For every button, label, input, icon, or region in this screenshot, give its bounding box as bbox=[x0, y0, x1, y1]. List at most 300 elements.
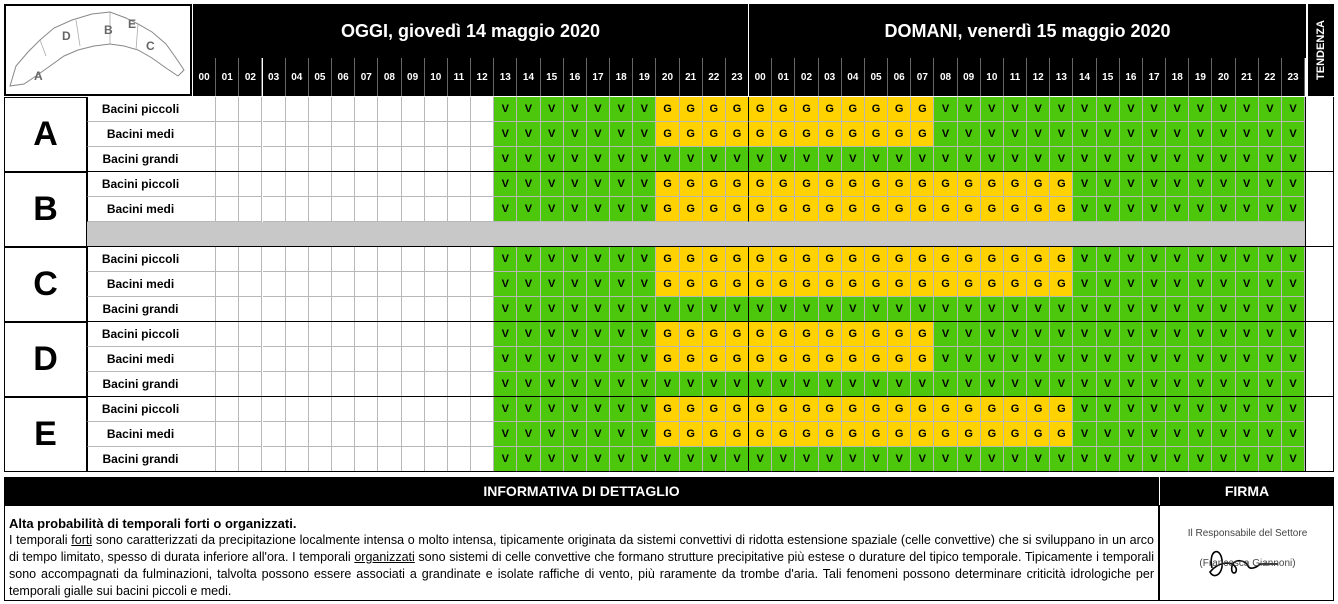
forecast-cell: V bbox=[1236, 97, 1259, 122]
hour-tomorrow-17: 17 bbox=[1143, 58, 1166, 96]
forecast-cell: G bbox=[842, 172, 865, 197]
forecast-cell bbox=[239, 147, 262, 172]
forecast-cell: V bbox=[587, 322, 610, 347]
forecast-cell bbox=[332, 247, 355, 272]
forecast-cell: V bbox=[680, 372, 703, 397]
forecast-cell: V bbox=[1212, 97, 1235, 122]
forecast-cell: V bbox=[610, 297, 633, 322]
forecast-cell: V bbox=[564, 147, 587, 172]
forecast-cell: G bbox=[726, 397, 749, 422]
forecast-cell bbox=[355, 197, 378, 222]
forecast-cell bbox=[332, 397, 355, 422]
hour-tomorrow-07: 07 bbox=[911, 58, 934, 96]
forecast-cell: V bbox=[1236, 297, 1259, 322]
forecast-cell: V bbox=[981, 322, 1004, 347]
forecast-cell: V bbox=[1143, 397, 1166, 422]
forecast-cell: V bbox=[958, 122, 981, 147]
forecast-cell: V bbox=[726, 372, 749, 397]
forecast-cell: V bbox=[1073, 397, 1096, 422]
forecast-cell: G bbox=[911, 247, 934, 272]
forecast-cell: V bbox=[517, 297, 540, 322]
forecast-cell bbox=[448, 197, 471, 222]
forecast-cell: V bbox=[517, 397, 540, 422]
forecast-cell: V bbox=[819, 297, 842, 322]
forecast-cell: V bbox=[934, 372, 957, 397]
forecast-cell: G bbox=[888, 97, 911, 122]
forecast-cell: V bbox=[1212, 447, 1235, 472]
forecast-cell bbox=[471, 397, 494, 422]
forecast-cell: V bbox=[703, 372, 726, 397]
forecast-cell bbox=[402, 272, 425, 297]
forecast-cell: V bbox=[1143, 197, 1166, 222]
forecast-cell bbox=[286, 197, 309, 222]
forecast-cell: G bbox=[888, 322, 911, 347]
forecast-cell bbox=[309, 372, 332, 397]
forecast-cell: V bbox=[1189, 272, 1212, 297]
forecast-cell: V bbox=[1143, 347, 1166, 372]
forecast-cell bbox=[448, 397, 471, 422]
forecast-cell bbox=[216, 122, 239, 147]
forecast-cell: G bbox=[865, 197, 888, 222]
forecast-cell: G bbox=[911, 397, 934, 422]
hour-tomorrow-18: 18 bbox=[1166, 58, 1189, 96]
forecast-cell bbox=[216, 147, 239, 172]
hour-today-02: 02 bbox=[239, 58, 262, 96]
forecast-cell: V bbox=[911, 147, 934, 172]
forecast-cell: V bbox=[587, 372, 610, 397]
forecast-cell: V bbox=[1004, 297, 1027, 322]
forecast-cell: G bbox=[772, 272, 795, 297]
forecast-cell: G bbox=[911, 322, 934, 347]
today-header: OGGI, giovedì 14 maggio 2020 bbox=[193, 4, 749, 58]
forecast-cell: V bbox=[587, 297, 610, 322]
forecast-cell bbox=[332, 372, 355, 397]
forecast-cell: G bbox=[703, 322, 726, 347]
forecast-cell: G bbox=[680, 397, 703, 422]
forecast-cell: G bbox=[1050, 397, 1073, 422]
forecast-cell bbox=[402, 397, 425, 422]
forecast-cell bbox=[425, 422, 448, 447]
forecast-cell: V bbox=[610, 122, 633, 147]
forecast-cell: V bbox=[564, 372, 587, 397]
hour-today-12: 12 bbox=[471, 58, 494, 96]
forecast-cell: G bbox=[981, 172, 1004, 197]
forecast-cell bbox=[263, 172, 286, 197]
forecast-cell: G bbox=[842, 97, 865, 122]
forecast-cell: V bbox=[865, 372, 888, 397]
forecast-cell bbox=[471, 422, 494, 447]
forecast-cell: V bbox=[795, 447, 818, 472]
forecast-cell: V bbox=[541, 447, 564, 472]
forecast-cell bbox=[448, 122, 471, 147]
forecast-cell: V bbox=[1120, 172, 1143, 197]
forecast-cell: V bbox=[587, 272, 610, 297]
forecast-cell: V bbox=[517, 97, 540, 122]
forecast-cell bbox=[286, 372, 309, 397]
hour-tomorrow-19: 19 bbox=[1189, 58, 1212, 96]
forecast-cell bbox=[332, 297, 355, 322]
forecast-cell: V bbox=[494, 147, 517, 172]
forecast-cell: V bbox=[934, 347, 957, 372]
forecast-cell: V bbox=[1143, 97, 1166, 122]
forecast-cell: G bbox=[1004, 172, 1027, 197]
forecast-cell bbox=[471, 197, 494, 222]
basin-label: Bacini piccoli bbox=[87, 322, 193, 347]
forecast-cell: V bbox=[541, 247, 564, 272]
forecast-cell bbox=[286, 347, 309, 372]
forecast-cell bbox=[448, 347, 471, 372]
forecast-cell: G bbox=[819, 122, 842, 147]
forecast-cell: V bbox=[1120, 347, 1143, 372]
forecast-cell: G bbox=[1027, 397, 1050, 422]
forecast-cell: G bbox=[819, 97, 842, 122]
forecast-cell: G bbox=[842, 122, 865, 147]
forecast-cell: V bbox=[1120, 447, 1143, 472]
forecast-cell: V bbox=[1097, 272, 1120, 297]
forecast-cell bbox=[448, 447, 471, 472]
forecast-cell: V bbox=[1073, 172, 1096, 197]
forecast-cell: G bbox=[934, 172, 957, 197]
forecast-cell: G bbox=[1004, 197, 1027, 222]
forecast-cell bbox=[309, 272, 332, 297]
forecast-cell: V bbox=[1212, 197, 1235, 222]
hour-tomorrow-23: 23 bbox=[1282, 58, 1305, 96]
forecast-cell: V bbox=[541, 322, 564, 347]
forecast-cell: G bbox=[703, 422, 726, 447]
forecast-cell: G bbox=[911, 197, 934, 222]
forecast-cell: V bbox=[1189, 347, 1212, 372]
forecast-cell: V bbox=[911, 372, 934, 397]
forecast-cell bbox=[193, 247, 216, 272]
hour-today-06: 06 bbox=[332, 58, 355, 96]
forecast-cell bbox=[355, 322, 378, 347]
forecast-cell: V bbox=[726, 297, 749, 322]
forecast-cell: G bbox=[888, 272, 911, 297]
forecast-cell: G bbox=[772, 397, 795, 422]
forecast-cell: G bbox=[865, 172, 888, 197]
forecast-cell: G bbox=[911, 122, 934, 147]
forecast-cell: V bbox=[1212, 272, 1235, 297]
forecast-cell: G bbox=[656, 97, 679, 122]
forecast-cell: G bbox=[1027, 247, 1050, 272]
forecast-cell: V bbox=[1282, 347, 1305, 372]
forecast-cell: G bbox=[772, 122, 795, 147]
basin-label: Bacini grandi bbox=[87, 447, 193, 472]
forecast-cell: V bbox=[494, 347, 517, 372]
forecast-cell: V bbox=[1120, 147, 1143, 172]
forecast-cell: G bbox=[1050, 172, 1073, 197]
forecast-cell: V bbox=[1050, 297, 1073, 322]
forecast-cell: V bbox=[1212, 422, 1235, 447]
forecast-cell: V bbox=[1166, 297, 1189, 322]
forecast-cell: V bbox=[1282, 297, 1305, 322]
forecast-cell bbox=[425, 97, 448, 122]
forecast-cell: V bbox=[749, 147, 772, 172]
forecast-cell: G bbox=[749, 322, 772, 347]
hour-today-19: 19 bbox=[633, 58, 656, 96]
forecast-cell: V bbox=[1097, 172, 1120, 197]
forecast-cell: G bbox=[726, 422, 749, 447]
forecast-cell: V bbox=[1259, 397, 1282, 422]
forecast-cell bbox=[448, 247, 471, 272]
forecast-cell: V bbox=[633, 447, 656, 472]
forecast-cell bbox=[332, 422, 355, 447]
forecast-cell: G bbox=[795, 422, 818, 447]
forecast-cell: G bbox=[749, 347, 772, 372]
forecast-cell bbox=[402, 122, 425, 147]
forecast-cell: V bbox=[1004, 347, 1027, 372]
forecast-cell: V bbox=[564, 447, 587, 472]
hour-tomorrow-21: 21 bbox=[1236, 58, 1259, 96]
forecast-cell: V bbox=[1120, 247, 1143, 272]
forecast-cell: G bbox=[888, 172, 911, 197]
forecast-cell: G bbox=[680, 347, 703, 372]
forecast-cell: V bbox=[1004, 122, 1027, 147]
forecast-cell: V bbox=[1143, 372, 1166, 397]
forecast-cell bbox=[309, 397, 332, 422]
forecast-cell: V bbox=[1189, 122, 1212, 147]
forecast-cell: G bbox=[680, 247, 703, 272]
forecast-cell bbox=[425, 322, 448, 347]
forecast-cell: G bbox=[656, 422, 679, 447]
forecast-cell: G bbox=[888, 247, 911, 272]
forecast-cell: G bbox=[726, 197, 749, 222]
forecast-cell: G bbox=[772, 97, 795, 122]
word-forti: forti bbox=[71, 533, 93, 547]
forecast-cell: V bbox=[633, 397, 656, 422]
forecast-cell: G bbox=[958, 272, 981, 297]
forecast-cell: V bbox=[1143, 322, 1166, 347]
forecast-cell: G bbox=[819, 397, 842, 422]
forecast-cell: V bbox=[1282, 397, 1305, 422]
forecast-cell bbox=[309, 447, 332, 472]
forecast-cell: V bbox=[633, 172, 656, 197]
forecast-cell: V bbox=[564, 97, 587, 122]
forecast-cell bbox=[402, 197, 425, 222]
forecast-cell: V bbox=[494, 422, 517, 447]
forecast-cell bbox=[332, 197, 355, 222]
forecast-cell bbox=[378, 172, 401, 197]
forecast-cell: V bbox=[1166, 372, 1189, 397]
forecast-cell: G bbox=[1050, 197, 1073, 222]
forecast-cell bbox=[309, 172, 332, 197]
forecast-cell bbox=[263, 422, 286, 447]
forecast-cell bbox=[332, 322, 355, 347]
forecast-cell: V bbox=[564, 272, 587, 297]
forecast-cell bbox=[332, 447, 355, 472]
forecast-cell bbox=[378, 447, 401, 472]
forecast-cell: V bbox=[541, 172, 564, 197]
forecast-cell: G bbox=[958, 422, 981, 447]
info-text bbox=[4, 505, 1159, 601]
forecast-cell: V bbox=[633, 122, 656, 147]
forecast-cell: V bbox=[888, 372, 911, 397]
zone-separator bbox=[4, 471, 1334, 472]
forecast-cell: V bbox=[587, 347, 610, 372]
forecast-cell: V bbox=[981, 297, 1004, 322]
forecast-cell: G bbox=[795, 272, 818, 297]
forecast-cell: V bbox=[1259, 172, 1282, 197]
forecast-cell: G bbox=[726, 247, 749, 272]
forecast-cell: V bbox=[541, 122, 564, 147]
forecast-cell: G bbox=[819, 272, 842, 297]
forecast-cell: V bbox=[587, 447, 610, 472]
forecast-cell: V bbox=[1050, 447, 1073, 472]
forecast-cell: V bbox=[1073, 147, 1096, 172]
hour-today-11: 11 bbox=[448, 58, 471, 96]
forecast-cell: V bbox=[1073, 272, 1096, 297]
firma-header: FIRMA bbox=[1159, 477, 1334, 505]
forecast-cell bbox=[239, 97, 262, 122]
forecast-cell: V bbox=[587, 172, 610, 197]
forecast-cell: V bbox=[795, 147, 818, 172]
forecast-cell: V bbox=[1120, 322, 1143, 347]
trend-label: TENDENZA bbox=[1315, 20, 1328, 80]
forecast-cell: V bbox=[564, 197, 587, 222]
hour-tomorrow-11: 11 bbox=[1004, 58, 1027, 96]
forecast-cell: G bbox=[703, 97, 726, 122]
forecast-cell: V bbox=[517, 172, 540, 197]
forecast-cell: V bbox=[1050, 322, 1073, 347]
forecast-cell bbox=[239, 422, 262, 447]
forecast-cell: V bbox=[1236, 447, 1259, 472]
forecast-cell: V bbox=[795, 372, 818, 397]
forecast-cell: V bbox=[1189, 447, 1212, 472]
forecast-cell: G bbox=[842, 397, 865, 422]
hour-today-00: 00 bbox=[193, 58, 216, 96]
forecast-cell bbox=[355, 347, 378, 372]
forecast-cell: G bbox=[680, 272, 703, 297]
forecast-cell: V bbox=[934, 297, 957, 322]
forecast-cell: V bbox=[1236, 197, 1259, 222]
forecast-cell: G bbox=[749, 197, 772, 222]
forecast-cell: V bbox=[1073, 247, 1096, 272]
word-organizzati: organizzati bbox=[354, 550, 415, 564]
basin-label: Bacini grandi bbox=[87, 297, 193, 322]
forecast-cell: V bbox=[703, 447, 726, 472]
forecast-cell: V bbox=[1004, 97, 1027, 122]
basin-label: Bacini grandi bbox=[87, 147, 193, 172]
hour-today-10: 10 bbox=[425, 58, 448, 96]
forecast-cell: V bbox=[1166, 397, 1189, 422]
forecast-cell bbox=[402, 347, 425, 372]
forecast-cell: V bbox=[772, 297, 795, 322]
forecast-cell: V bbox=[1166, 197, 1189, 222]
forecast-cell bbox=[378, 97, 401, 122]
forecast-cell: G bbox=[656, 122, 679, 147]
hour-tomorrow-20: 20 bbox=[1212, 58, 1235, 96]
forecast-cell bbox=[193, 272, 216, 297]
forecast-cell: V bbox=[633, 247, 656, 272]
forecast-cell: V bbox=[1120, 97, 1143, 122]
forecast-cell: V bbox=[1097, 122, 1120, 147]
forecast-cell: V bbox=[517, 247, 540, 272]
forecast-cell: V bbox=[1282, 172, 1305, 197]
hour-today-13: 13 bbox=[494, 58, 517, 96]
forecast-cell bbox=[286, 147, 309, 172]
forecast-cell: V bbox=[587, 147, 610, 172]
forecast-cell: V bbox=[1097, 447, 1120, 472]
forecast-cell bbox=[425, 447, 448, 472]
forecast-cell: V bbox=[494, 372, 517, 397]
forecast-cell: V bbox=[749, 372, 772, 397]
forecast-cell: V bbox=[564, 322, 587, 347]
forecast-cell bbox=[355, 447, 378, 472]
forecast-cell: G bbox=[911, 272, 934, 297]
forecast-cell: V bbox=[1259, 272, 1282, 297]
forecast-cell: G bbox=[703, 122, 726, 147]
forecast-cell: V bbox=[494, 447, 517, 472]
hour-today-01: 01 bbox=[216, 58, 239, 96]
hour-today-16: 16 bbox=[564, 58, 587, 96]
forecast-cell: V bbox=[1212, 297, 1235, 322]
forecast-cell bbox=[216, 397, 239, 422]
forecast-cell bbox=[239, 122, 262, 147]
forecast-cell bbox=[471, 147, 494, 172]
forecast-cell: V bbox=[1097, 247, 1120, 272]
forecast-cell: V bbox=[865, 297, 888, 322]
forecast-cell: G bbox=[680, 322, 703, 347]
forecast-cell: G bbox=[749, 247, 772, 272]
forecast-cell bbox=[216, 347, 239, 372]
forecast-cell bbox=[193, 197, 216, 222]
info-title: Alta probabilità di temporali forti o organizzati. bbox=[9, 516, 297, 531]
forecast-cell bbox=[216, 447, 239, 472]
forecast-cell bbox=[309, 347, 332, 372]
forecast-cell: G bbox=[911, 97, 934, 122]
forecast-cell: V bbox=[1073, 447, 1096, 472]
forecast-cell: G bbox=[865, 347, 888, 372]
forecast-cell bbox=[286, 297, 309, 322]
forecast-cell: V bbox=[842, 372, 865, 397]
forecast-cell bbox=[193, 447, 216, 472]
forecast-cell: V bbox=[1166, 272, 1189, 297]
forecast-cell: G bbox=[958, 397, 981, 422]
forecast-cell: G bbox=[1027, 172, 1050, 197]
forecast-cell bbox=[378, 147, 401, 172]
forecast-cell: G bbox=[795, 172, 818, 197]
forecast-cell: V bbox=[772, 447, 795, 472]
hour-tomorrow-06: 06 bbox=[888, 58, 911, 96]
forecast-cell: V bbox=[633, 272, 656, 297]
forecast-cell bbox=[471, 122, 494, 147]
forecast-cell: V bbox=[1143, 422, 1166, 447]
liguria-map-icon bbox=[6, 6, 190, 94]
forecast-cell bbox=[355, 397, 378, 422]
forecast-cell: V bbox=[1050, 372, 1073, 397]
forecast-cell: V bbox=[587, 397, 610, 422]
signature-role: Il Responsabile del Settore bbox=[1187, 528, 1308, 539]
forecast-cell: G bbox=[795, 322, 818, 347]
forecast-cell bbox=[239, 347, 262, 372]
basin-label: Bacini medi bbox=[87, 347, 193, 372]
forecast-cell: G bbox=[680, 422, 703, 447]
forecast-cell bbox=[309, 322, 332, 347]
forecast-cell: V bbox=[494, 247, 517, 272]
forecast-cell: V bbox=[680, 447, 703, 472]
forecast-cell: G bbox=[726, 122, 749, 147]
forecast-cell bbox=[263, 322, 286, 347]
forecast-cell: V bbox=[610, 97, 633, 122]
forecast-cell: V bbox=[494, 97, 517, 122]
forecast-cell: V bbox=[517, 347, 540, 372]
forecast-cell: V bbox=[1189, 322, 1212, 347]
forecast-cell bbox=[402, 322, 425, 347]
forecast-cell bbox=[471, 172, 494, 197]
forecast-cell: G bbox=[865, 322, 888, 347]
forecast-cell: V bbox=[981, 447, 1004, 472]
forecast-cell: V bbox=[1259, 347, 1282, 372]
